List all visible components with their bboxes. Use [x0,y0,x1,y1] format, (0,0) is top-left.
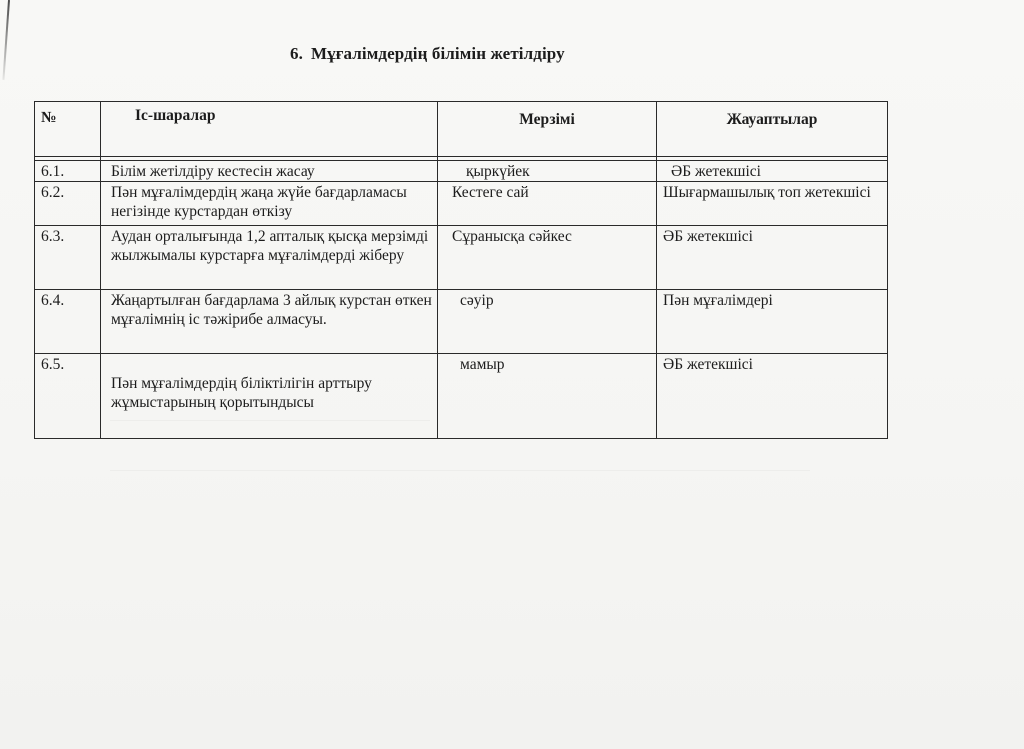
show-through-line [110,470,810,471]
table-header-row [35,102,888,157]
row-deadline: қыркүйек [438,161,657,182]
row-activity: Жаңартылған бағдарлама 3 айлық курстан өткен мұғалімнің іс тәжірибе алмасуы. [101,290,438,354]
row-activity: Пән мұғалімдердің жаңа жүйе бағдарламасы негізінде курстардан өткізу [101,182,438,226]
row-responsible: Шығармашылық топ жетекшісі [657,182,888,226]
row-responsible: ӘБ жетекшісі [657,161,888,182]
header-number: № [35,102,101,157]
row-number: 6.5. [35,354,101,439]
row-activity: Білім жетілдіру кестесін жасау [101,161,438,182]
table-row [35,226,888,290]
page-edge-shadow [2,0,10,80]
row-responsible: ӘБ жетекшісі [657,354,888,439]
row-deadline: сәуір [438,290,657,354]
row-deadline: Сұранысқа сәйкес [438,226,657,290]
row-number: 6.4. [35,290,101,354]
row-number: 6.2. [35,182,101,226]
row-number: 6.3. [35,226,101,290]
table-row [35,354,888,439]
row-number: 6.1. [35,161,101,182]
activities-table [34,101,888,439]
row-deadline: Кестеге сай [438,182,657,226]
row-responsible: Пән мұғалімдері [657,290,888,354]
row-activity: Аудан орталығында 1,2 апталық қысқа мерзімді жылжымалы курстарға мұғалімдерді жіберу [101,226,438,290]
row-activity: Пән мұғалімдердің біліктілігін арттыру жұмыстарының қорытындысы [101,354,438,439]
table-row [35,182,888,226]
header-responsible: Жауаптылар [657,102,888,157]
section-title: Мұғалімдердің білімін жетілдіру [310,44,565,63]
table-row [35,290,888,354]
show-through-line [110,420,430,421]
row-responsible: ӘБ жетекшісі [657,226,888,290]
header-activities: Іс-шаралар [101,102,438,157]
section-number: 6. [290,44,303,63]
table-row [35,161,888,182]
header-deadline: Мерзімі [438,102,657,157]
section-heading [290,44,565,64]
row-deadline: мамыр [438,354,657,439]
